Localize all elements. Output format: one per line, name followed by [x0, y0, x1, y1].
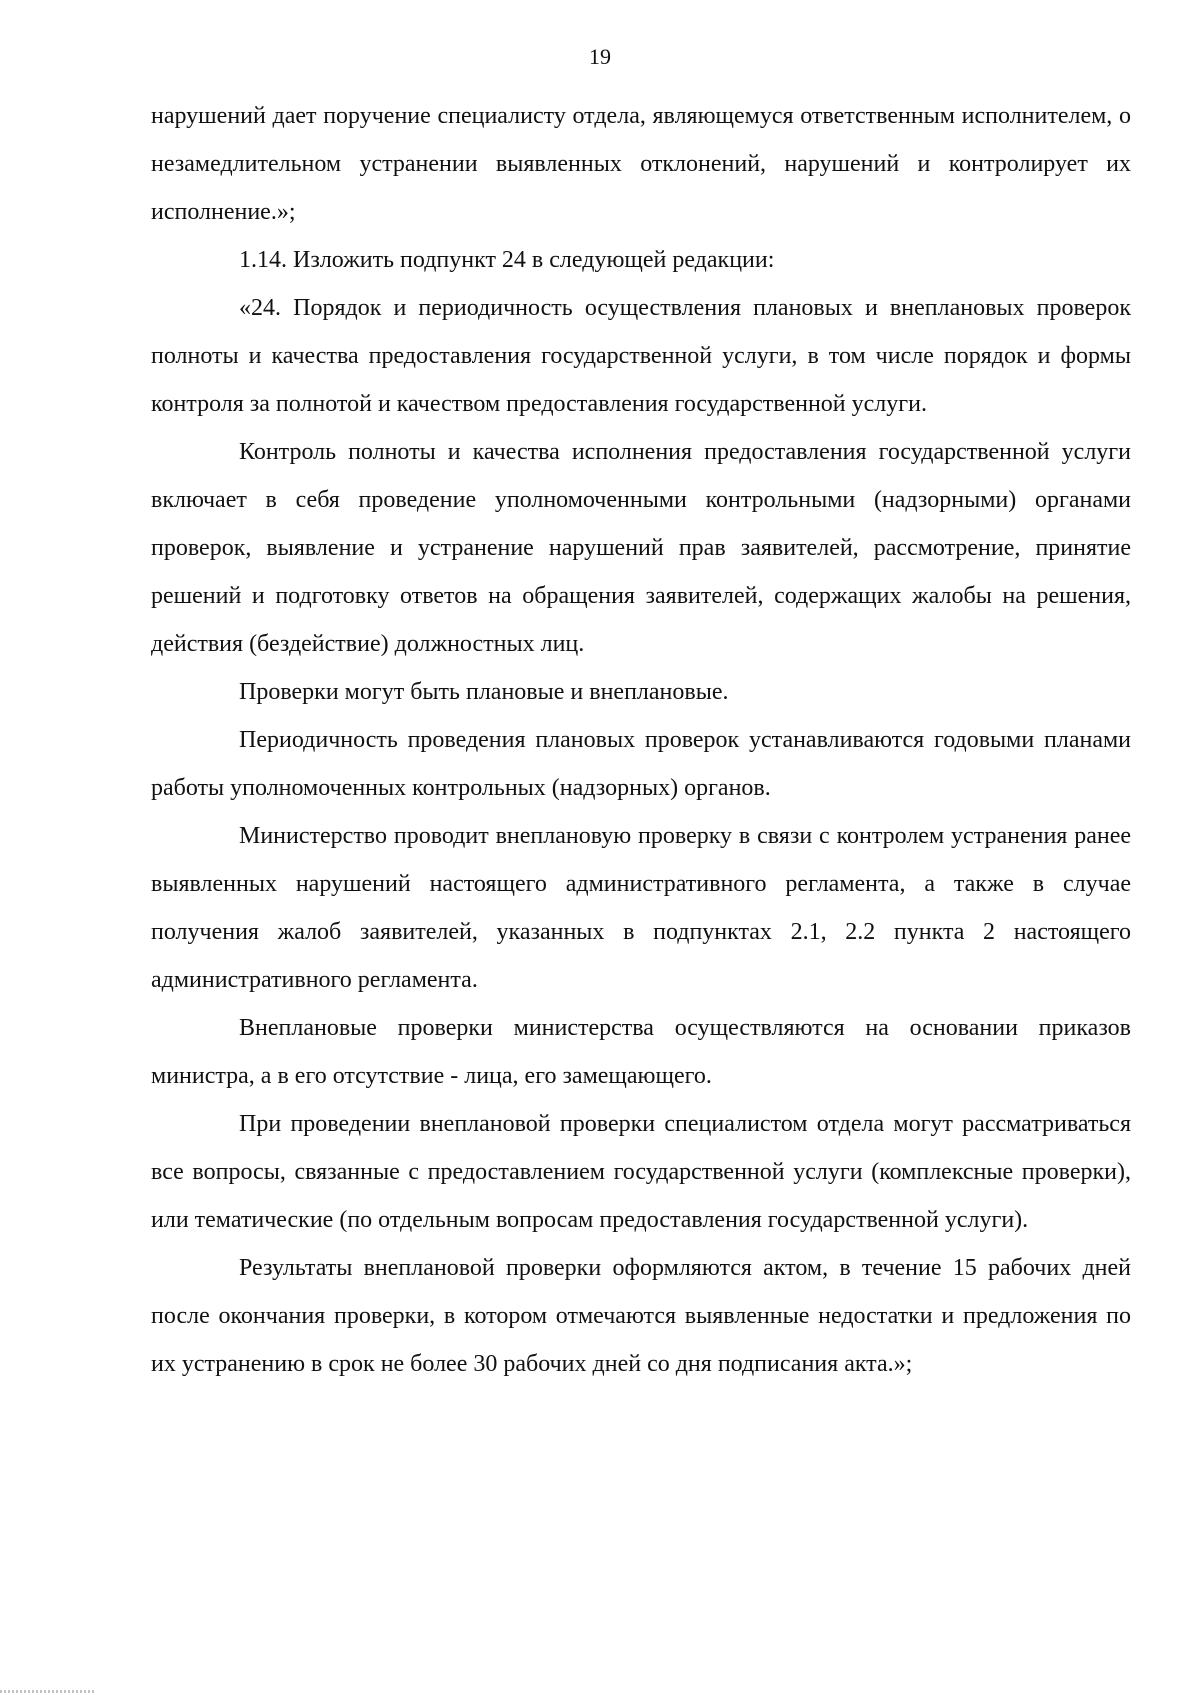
paragraph-inspection-scope: При проведении внеплановой проверки специалистом отдела могут рассматриваться все вопросы, связанные с предоставлением государственной услуги (комплексные проверки), или тематические (по отдельным вопросам предоставления государственной услуги). [151, 1111, 1131, 1233]
paragraph-inspection-types: Проверки могут быть плановые и внеплановые. [239, 679, 729, 705]
paragraph-inspection-results: Результаты внеплановой проверки оформляются актом, в течение 15 рабочих дней после окончания проверки, в котором отмечаются выявленные недостатки и предложения по их устранению в срок не более 30 рабочих дней со дня подписания акта.»; [151, 1255, 1131, 1377]
paragraph-unplanned-grounds: Министерство проводит внеплановую проверку в связи с контролем устранения ранее выявленных нарушений настоящего административного регламента, а также в случае получения жалоб заявителей, указанных в подпунктах 2.1, 2.2 пункта 2 настоящего административного регламента. [151, 823, 1131, 993]
paragraph-unplanned-orders: Внеплановые проверки министерства осуществляются на основании приказов министра, а в его отсутствие - лица, его замещающего. [151, 1015, 1131, 1089]
paragraph-planned-periodicity: Периодичность проведения плановых проверок устанавливаются годовыми планами работы уполномоченных контрольных (надзорных) органов. [151, 727, 1131, 801]
paragraph-control-scope: Контроль полноты и качества исполнения предоставления государственной услуги включает в себя проведение уполномоченными контрольными (надзорными) органами проверок, выявление и устранение нарушений прав заявителей, рассмотрение, принятие решений и подготовку ответов на обращения заявителей, содержащих жалобы на решения, действия (бездействие) должностных лиц. [151, 439, 1131, 657]
paragraph-amendment-1-14: 1.14. Изложить подпункт 24 в следующей редакции: [239, 247, 775, 273]
document-body [151, 92, 1131, 1388]
scan-edge-mark [0, 1690, 96, 1693]
paragraph-continuation: нарушений дает поручение специалисту отдела, являющемуся ответственным исполнителем, о незамедлительном устранении выявленных отклонений, нарушений и контролирует их исполнение.»; [151, 103, 1131, 225]
page-number: 19 [589, 44, 611, 69]
paragraph-subitem-24: «24. Порядок и периодичность осуществления плановых и внеплановых проверок полноты и качества предоставления государственной услуги, в том числе порядок и формы контроля за полнотой и качеством предоставления государственной услуги. [151, 295, 1131, 417]
